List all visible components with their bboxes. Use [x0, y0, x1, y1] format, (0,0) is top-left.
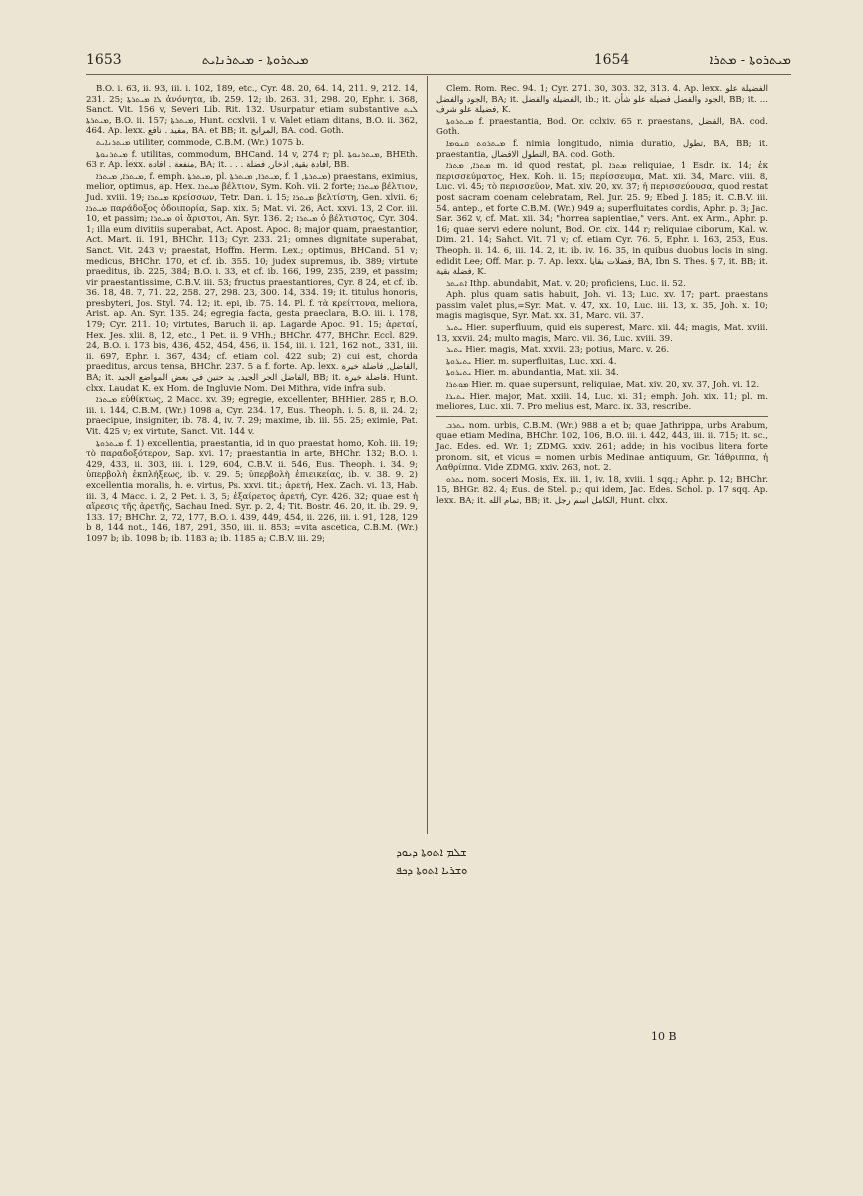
entry: ܝܬܝܪܘܬܐ Hier. m. abundantia, Mat. xii. 34. [446, 368, 619, 379]
entry: ܡܝܬܪܐ, ܡܝܬܪܐ, f. emph. ܡܝܬܪܬܐ, pl. ܡܝܬܪܐ, ܡܝܬܪܬܐ, f. ܡܝܬܪܬܐ, 1) praestans, eximius, melior, optimus, ap. Hex. ܡܝܬܪܐ βέλτιον, Sym. Koh. vii. 2 forte; ܡܝܬܪܐ βέλτιον, Jud. xviii. 19; ܡܝܬܪܐ κρείσσων, Tetr. Dan. i. 15; ܡܝܬܪܐ βελτίστη, Gen. xlvii. 6; ܡܝܬܪܐ παράδοξος ὁδοιπορία, Sap. xix. 5; Mat. vi. 26, Act. xxvi. 13, 2 Cor. iii. 10, et passim; ܡܝܬܪܐ οἱ ἄριστοι, An. Syr. 136. 2; ܡܝܬܪܐ ὁ βέλτιστος, Cyr. 304. 1; illa eum divitiis superabat, Act. Apost. Apoc. 8; major quam, praestantior, Act. Mart. ii. 191, BHChr. 113; Cyr. 233. 21; omnes dignitate superabat, Sanct. Vit. 243 v; praestat, Hoffm. Herm. Lex.; optimus, BHCand. 51 v; medicus, BHChr. 170, et cf. ib. 355. 10; judex supremus, ib. 389; virtute praeditus, ib. 225, 384; B.O. i. 33, et cf. ib. 166, 199, 235, 239, et passim; vir praestantissime, C.B.V. iii. 53; fructus praestantiores, Cyr. 8 24, et cf. ib. 36. 18, 48. 7, 71. 22, 258. 27, 298. 23, 300. 14, 334. 19; it. titulus honoris, presbyteri, Jos. Styl. 74. 12; it. epi, ib. 75. 14. Pl. f. τὰ κρείττονα, meliora, Arist. ap. An. Syr. 135. 24; egregia facta, gesta praeclara, B.O. iii. i. 178, 179; Cyr. 211. 10; virtutes, Baruch ii. ap. Lagarde Apoc. 91. 15; ἀρεταί, Hex. Jes. xlii. 8, 12, etc., 1 Pet. ii. 9 VHh.; BHChr. 477, BHChr. Eccl. 829. 24, B.O. i. 173 bis, 436, 452, 454, 456, ii. 154, iii. i. 121, 162 not., 331, iii. ii. 697, Ephr. i. 367, 434; cf. etiam col. 422 sub; 2) cui est, chorda praeditus, arcus tensa, BHChr. 237. 5 a f. forte. Ap. lexx. الفاضل, فاضلة خيرة, BA; it. الفاضل الحر الجيد, يد حنين في بعض المواضع الجيد, BB; it. فاضلة خيرة. Hunt. clxx. Laudat K. ex Hom. de Ingluvie Nom. Dei Mithra, vide infra sub. [86, 171, 419, 394]
section-rule [436, 416, 768, 417]
header-left [86, 52, 309, 68]
entry: ܝܬܝܪ Hier. superfluum, quid eis superest, Marc. xii. 44; magis, Mat. xviii. 13, xxvii. 24; multo magis, Marc. vii. 36, Luc. xviii. 39. [436, 323, 768, 344]
footer-line-2: ܘܫܪܝܐ ܐܬܘܬܐ ܕܟܦ [395, 864, 468, 877]
right-column [436, 84, 768, 508]
entry: B.O. i. 63, ii. 93, iii. i. 102, 189, etc., Cyr. 48. 20, 64. 14, 211. 9, 212. 14, 231. 25; ܠܐ ܡܝܬܪܬܐ ἀνόνητα, ib. 259. 12; ib. 263. 31, 298. 20, Ephr. i. 368, Sanct. Vit. 156 v, Severi Lib. Rit. 132. Usurpatur etiam substantive ܠܝܬ ܡܝܬܪܬܐ, B.O. ii. 157; ܡܝܬܪܬܐ, Hunt. ccxlvii. 1 v. Valet etiam ditans, B.O. ii. 362, 464. Ap. lexx. مفيد . نافع, BA. et BB; it. المرابح, BA. cod. Goth. [86, 84, 418, 137]
left-page-number: 1653 [86, 52, 122, 68]
left-running-head: ܡܝܬܪܘܬܐ - ܡܝܬܪܢܐܝܬ [201, 53, 309, 68]
entry: ܡܝܬܪܢܐܝܬ utiliter, commode, C.B.M. (Wr.) 1075 b. [96, 137, 305, 148]
header-rule [86, 74, 791, 75]
entry: Aph. plus quam satis habuit, Joh. vi. 13; Luc. xv. 17; part. praestans passim valet plus,=Syr. Mat. v. 47, xx. 10, Luc. iii. 13, x. 35, Joh. x. 10; magis magisque, Syr. Mat. xx. 31, Marc. vii. 37. [436, 290, 768, 322]
entry: ܡܘܬܪܐ Hier. m. quae supersunt, reliquiae, Mat. xiv. 20, xv. 37, Joh. vi. 12. [446, 380, 760, 391]
entry: ܡܬܪܐ, ܡܬܪܐ m. id quod restat, pl. ܡܬܪܐ reliquiae, 1 Esdr. ix. 14; ἐκ περισσεύματος, Hex. Koh. ii. 15; περίσσευμα, Mat. xii. 34, Marc. viii. 8, Luc. vi. 45; τὸ περισσεῦον, Mat. xiv. 20, xv. 37; ἡ περισσεύουσα, quod restat post sacram coenam celebratam, Rel. Jur. 25. 9; Ebed J. 185; it. C.B.V. iii. 54. antep., et forte C.B.M. (Wr.) 949 a; superfluitates cordis, Aphr. p. 3; Jac. Sar. 362 v, cf. Mat. xii. 34; "horrea sapientiae," vers. Ant. ex Arm., Aphr. p. 16; quae servi edere nolunt, Bod. Or. cix. 144 r; reliquiae ciborum, Kal. w. Dim. 21. 14; Sahct. Vit. 71 v; cf. etiam Cyr. 76. 5, Ephr. i. 163, 253, Eus. Theoph. ii. 14. 6, iii. 14. 2, it. ib. iv. 16. 35, in quibus duobus locis in sing. edidit Lee; Off. Mar. p. 7. Ap. lexx. فضلات بقايا, BA, Ibn S. Thes. § 7, it. BB; it. فضلة بقية, K. [436, 161, 768, 278]
header-right [594, 52, 791, 68]
right-running-head: ܡܝܬܪܘܬܐ - ܡܬܪܐ [709, 53, 791, 68]
column-divider [427, 76, 428, 834]
entry: ܡܝܬܪܘܬܐ f. 1) excellentia, praestantia, id in quo praestat homo, Koh. iii. 19; τὸ παραδοξότερον, Sap. xvi. 17; praestantia in arte, BHChr. 132; B.O. i. 429, 433, ii. 303, iii. i. 129, 604, C.B.V. ii. 546, Eus. Theoph. i. 34. 9; ὑπερβολὴ ἐκπλήξεως, ib. v. 29. 5; ὑπερβολὴ ἐπιεικείας, ib. v. 38. 9. 2) excellentia moralis, h. e. virtus, Ps. xxvi. tit.; ἀρετή, Hex. Zach. vi. 13, Hab. iii. 3, 4 Macc. i. 2, 2 Pet. i. 3, 5; ἐξαίρετος ἀρετή, Cyr. 426. 32; quae est ἡ αἵρεσις τῆς ἀρετῆς, Sachau Ined. Syr. p. 2, 4; Tit. Bostr. 46. 20, it. ib. 29. 9, 133. 17; BHChr. 2, 72, 177, B.O. i. 439, 449, 454, ii. 226, iii. i. 91, 128, 129 b 8, 144 not., 146, 187, 291, 350, iii. ii. 853; =vita ascetica, C.B.M. (Wr.) 1097 b; ib. 1098 b; ib. 1183 a; ib. 1185 a; C.B.V. iii. 29; [86, 438, 418, 544]
entry: ܐܬܝܬܪ Ithp. abundabit, Mat. v. 20; proficiens, Luc. ii. 52. [446, 278, 686, 289]
entry: ܡܝܬܪܢܘܬܐ f. utilitas, commodum, BHCand. 14 v, 274 r; pl. ܡܝܬܪܢܘܬܐ, BHEth. 63 r. Ap. lexx. منفعة . افادة, BA; it. . . . افادة بقية, اذخار, فضلة, BB. [86, 149, 418, 171]
entry: ܝܬܝܪܐ Hier. major, Mat. xxiii. 14, Luc. xi. 31; emph. Joh. xix. 11; pl. m. meliores, Luc. xii. 7. Pro melius est, Marc. ix. 33, rescribe. [436, 391, 768, 413]
footer-line-1: ܫܠܡ ܐܬܘܬܐ ܕܝܘܕ [396, 846, 467, 859]
entry: ܝܬܝܪ Hier. magis, Mat. xxvii. 23; potius, Marc. v. 26. [446, 345, 670, 356]
entry: Clem. Rom. Rec. 94. 1; Cyr. 271. 30, 303. 32, 313. 4. Ap. lexx. الفضيلة علو الجود والفضل, BA; it. الفضيلة والفضل, ib.; it. الجود والفضل فضيلة علو شأن, BB; it. ... فضيلة علو شرف, K. [436, 84, 769, 116]
entry: ܡܝܬܪܘܬܐ f. praestantia, Bod. Or. cclxiv. 65 r. praestans, الفضل, BA. cod. Goth. [436, 116, 768, 138]
entry: ܝܬܝܪܘܬܐ Hier. m. superfluitas, Luc. xxi. 4. [446, 356, 617, 367]
signature-mark: 10 B [651, 1030, 677, 1043]
entry: ܡܝܬܪܘܬ ܩܢܘܡܐ f. nimia longitudo, nimia duratio, تطول, BA, BB; it. praestantia, التطول الافضال, BA. cod. Goth. [436, 138, 768, 160]
entry: ܡܝܬܪܐ εὐθίκτως, 2 Macc. xv. 39; egregie, excellenter, BHHier. 285 r, B.O. iii. i. 144, C.B.M. (Wr.) 1098 a, Cyr. 234. 17, Eus. Theoph. i. 5. 8, ii. 24. 2; praecipue, insigniter, ib. 78. 4, iv. 7. 29; maxime, ib. iii. 55. 25; eximie, Pat. Vit. 425 v; ex virtute, Sanct. Vit. 144 v. [86, 395, 418, 437]
entry: ܝܬܪܘ nom. soceri Mosis, Ex. iii. 1, iv. 18, xviii. 1 sqq.; Aphr. p. 12; BHChr. 15, BHGr. 82. 4; Eus. de Stel. p.; qui idem, Jac. Edes. Schol. p. 17 sqq. Ap. lexx. BA; it. تمام الله, BB; it. الكامل اسم رجل, Hunt. clxx. [436, 474, 768, 506]
entry: ܝܬܪܒ nom. urbis, C.B.M. (Wr.) 988 a et b; quae Jathrippa, urbs Arabum, quae etiam Medina, BHChr. 102, 106, B.O. iii. i. 442, 443, iii. ii. 715; it. sc., Jac. Edes. ed. Wr. 1; ZDMG. xxiv. 261; adde; in his vocibus litera forte pronom. sit, et vicus = nomen urbis Medinae antiquum, Gr. Ἰάθριππα, ἡ Λαθρίππα. Vide ZDMG. xxiv. 263, not. 2. [436, 420, 768, 474]
right-page-number: 1654 [593, 52, 630, 68]
left-column [86, 84, 418, 546]
